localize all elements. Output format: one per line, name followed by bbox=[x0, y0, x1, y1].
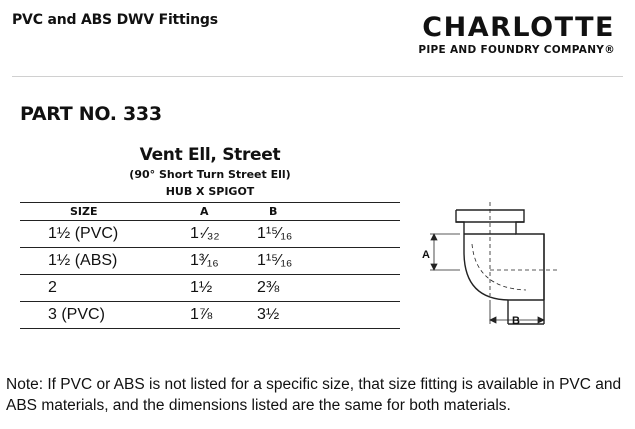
dimension-label-b: B bbox=[512, 315, 520, 327]
cell-a: 1½ bbox=[190, 275, 257, 302]
part-number: PART NO. 333 bbox=[20, 103, 162, 125]
fitting-outer-curve bbox=[464, 234, 544, 300]
cell-b: 1¹⁵⁄₁₆ bbox=[257, 221, 400, 248]
cell-b: 3½ bbox=[257, 302, 400, 329]
table-row bbox=[20, 302, 400, 329]
cell-b: 1¹⁵⁄₁₆ bbox=[257, 248, 400, 275]
cell-size: 3 (PVC) bbox=[20, 302, 190, 329]
catalog-section-title: PVC and ABS DWV Fittings bbox=[12, 12, 218, 28]
brand-name: CHARLOTTE bbox=[422, 12, 615, 43]
column-header-b: B bbox=[257, 203, 400, 221]
column-header-a: A bbox=[190, 203, 257, 221]
fitting-connection: HUB X SPIGOT bbox=[165, 185, 255, 198]
cell-a: 1⅞ bbox=[190, 302, 257, 329]
fitting-diagram bbox=[420, 200, 570, 330]
fitting-outline-right bbox=[456, 210, 544, 300]
brand-logo bbox=[370, 14, 615, 56]
dimensions-table bbox=[20, 202, 400, 329]
table-row bbox=[20, 275, 400, 302]
fitting-title: Vent Ell, Street bbox=[139, 145, 281, 165]
brand-subtitle: PIPE AND FOUNDRY COMPANY® bbox=[418, 44, 615, 56]
material-note: Note: If PVC or ABS is not listed for a specific size, that size fitting is available in PVC and ABS materials, and the dimensions listed are the same for both materials. bbox=[6, 376, 622, 414]
fitting-subtitle: (90° Short Turn Street Ell) bbox=[129, 168, 291, 181]
table-header-row bbox=[20, 203, 400, 221]
header-divider bbox=[12, 76, 623, 77]
table-row bbox=[20, 221, 400, 248]
cell-size: 2 bbox=[20, 275, 190, 302]
cell-size: 1½ (PVC) bbox=[20, 221, 190, 248]
cell-b: 2⅜ bbox=[257, 275, 400, 302]
dimension-label-a: A bbox=[422, 249, 430, 261]
cell-a: 1·⁄₃₂ bbox=[190, 221, 257, 248]
cell-a: 1³⁄₁₆ bbox=[190, 248, 257, 275]
cell-size: 1½ (ABS) bbox=[20, 248, 190, 275]
table-row bbox=[20, 248, 400, 275]
column-header-size: SIZE bbox=[20, 203, 190, 221]
